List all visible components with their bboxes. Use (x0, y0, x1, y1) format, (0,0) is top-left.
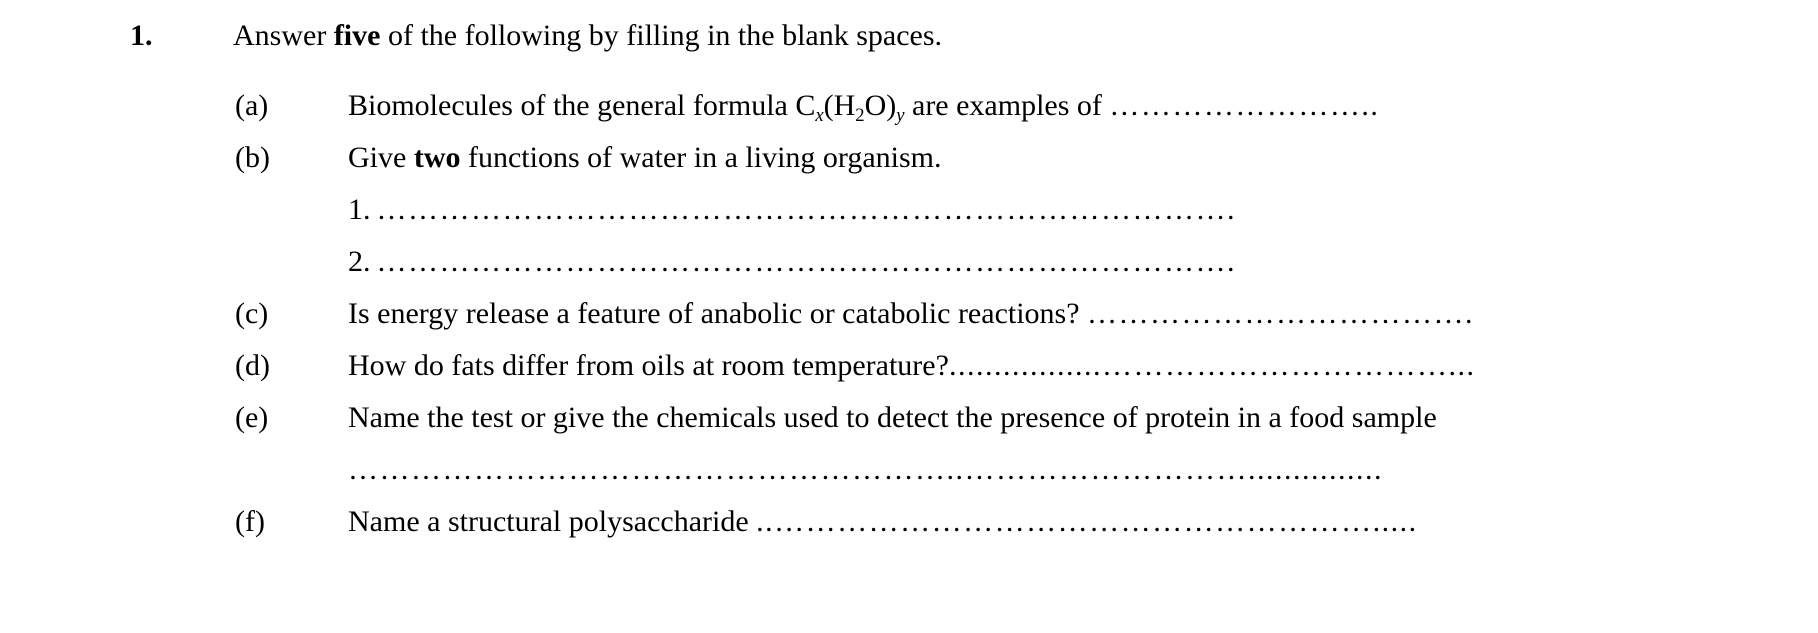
item-a-text (348, 86, 1379, 136)
item-c-label: (c) (235, 297, 269, 330)
item-e-label: (e) (235, 401, 269, 434)
intro-text-post: of the following by filling in the blank spaces. (380, 19, 943, 52)
item-a-label: (a) (235, 89, 269, 122)
item-a-blank-line: …………………….. (1109, 89, 1380, 122)
item-b-answer2 (348, 242, 1236, 282)
item-b-label: (b) (235, 141, 270, 174)
item-a-text-mid1: (H (823, 89, 856, 122)
item-b-text-post: functions of water in a living organism. (460, 141, 942, 174)
item-b-answer1-number: 1. (348, 193, 371, 226)
item-d-text (348, 346, 1475, 386)
item-b-answer2-blank-line: ………………………………………………………………………. (376, 245, 1236, 278)
formula-subscript-y: y (896, 104, 905, 126)
item-a-text-mid2: O) (864, 89, 897, 122)
item-f-question: Name a structural polysaccharide (348, 505, 757, 538)
question-number: 1. (130, 19, 153, 52)
intro-emphasis: five (333, 19, 381, 52)
item-b-text-pre: Give (348, 141, 414, 174)
item-d-blank-line: .................……………………………... (948, 349, 1476, 382)
item-f-label: (f) (235, 505, 265, 538)
item-b-answer1 (348, 190, 1236, 230)
item-e-blank-line: …………………………………………………..………………………............... (348, 453, 1383, 486)
item-b-emphasis: two (413, 141, 461, 174)
item-b-answer2-number: 2. (348, 245, 371, 278)
question-intro (233, 16, 942, 56)
item-c-question: Is energy release a feature of anabolic or catabolic reactions? (348, 297, 1088, 330)
item-c-text (348, 294, 1474, 334)
item-a-text-pre: Biomolecules of the general formula C (348, 89, 816, 122)
formula-subscript-x: x (815, 104, 824, 126)
item-e-question: Name the test or give the chemicals used to detect the presence of protein in a food sample (348, 401, 1437, 434)
item-d-label: (d) (235, 349, 270, 382)
intro-text-pre: Answer (233, 19, 334, 52)
item-c-blank-line: ………………………………. (1087, 297, 1475, 330)
item-f-text (348, 502, 1418, 542)
item-f-blank-line: ..………………………………………………….....​ (756, 505, 1418, 538)
item-b-answer1-blank-line: ………………………………………………………………………. (376, 193, 1236, 226)
item-b-text (348, 138, 942, 178)
item-d-question: How do fats differ from oils at room temperature? (348, 349, 949, 382)
item-a-text-post: are examples of (904, 89, 1110, 122)
formula-subscript-2: 2 (855, 104, 865, 126)
